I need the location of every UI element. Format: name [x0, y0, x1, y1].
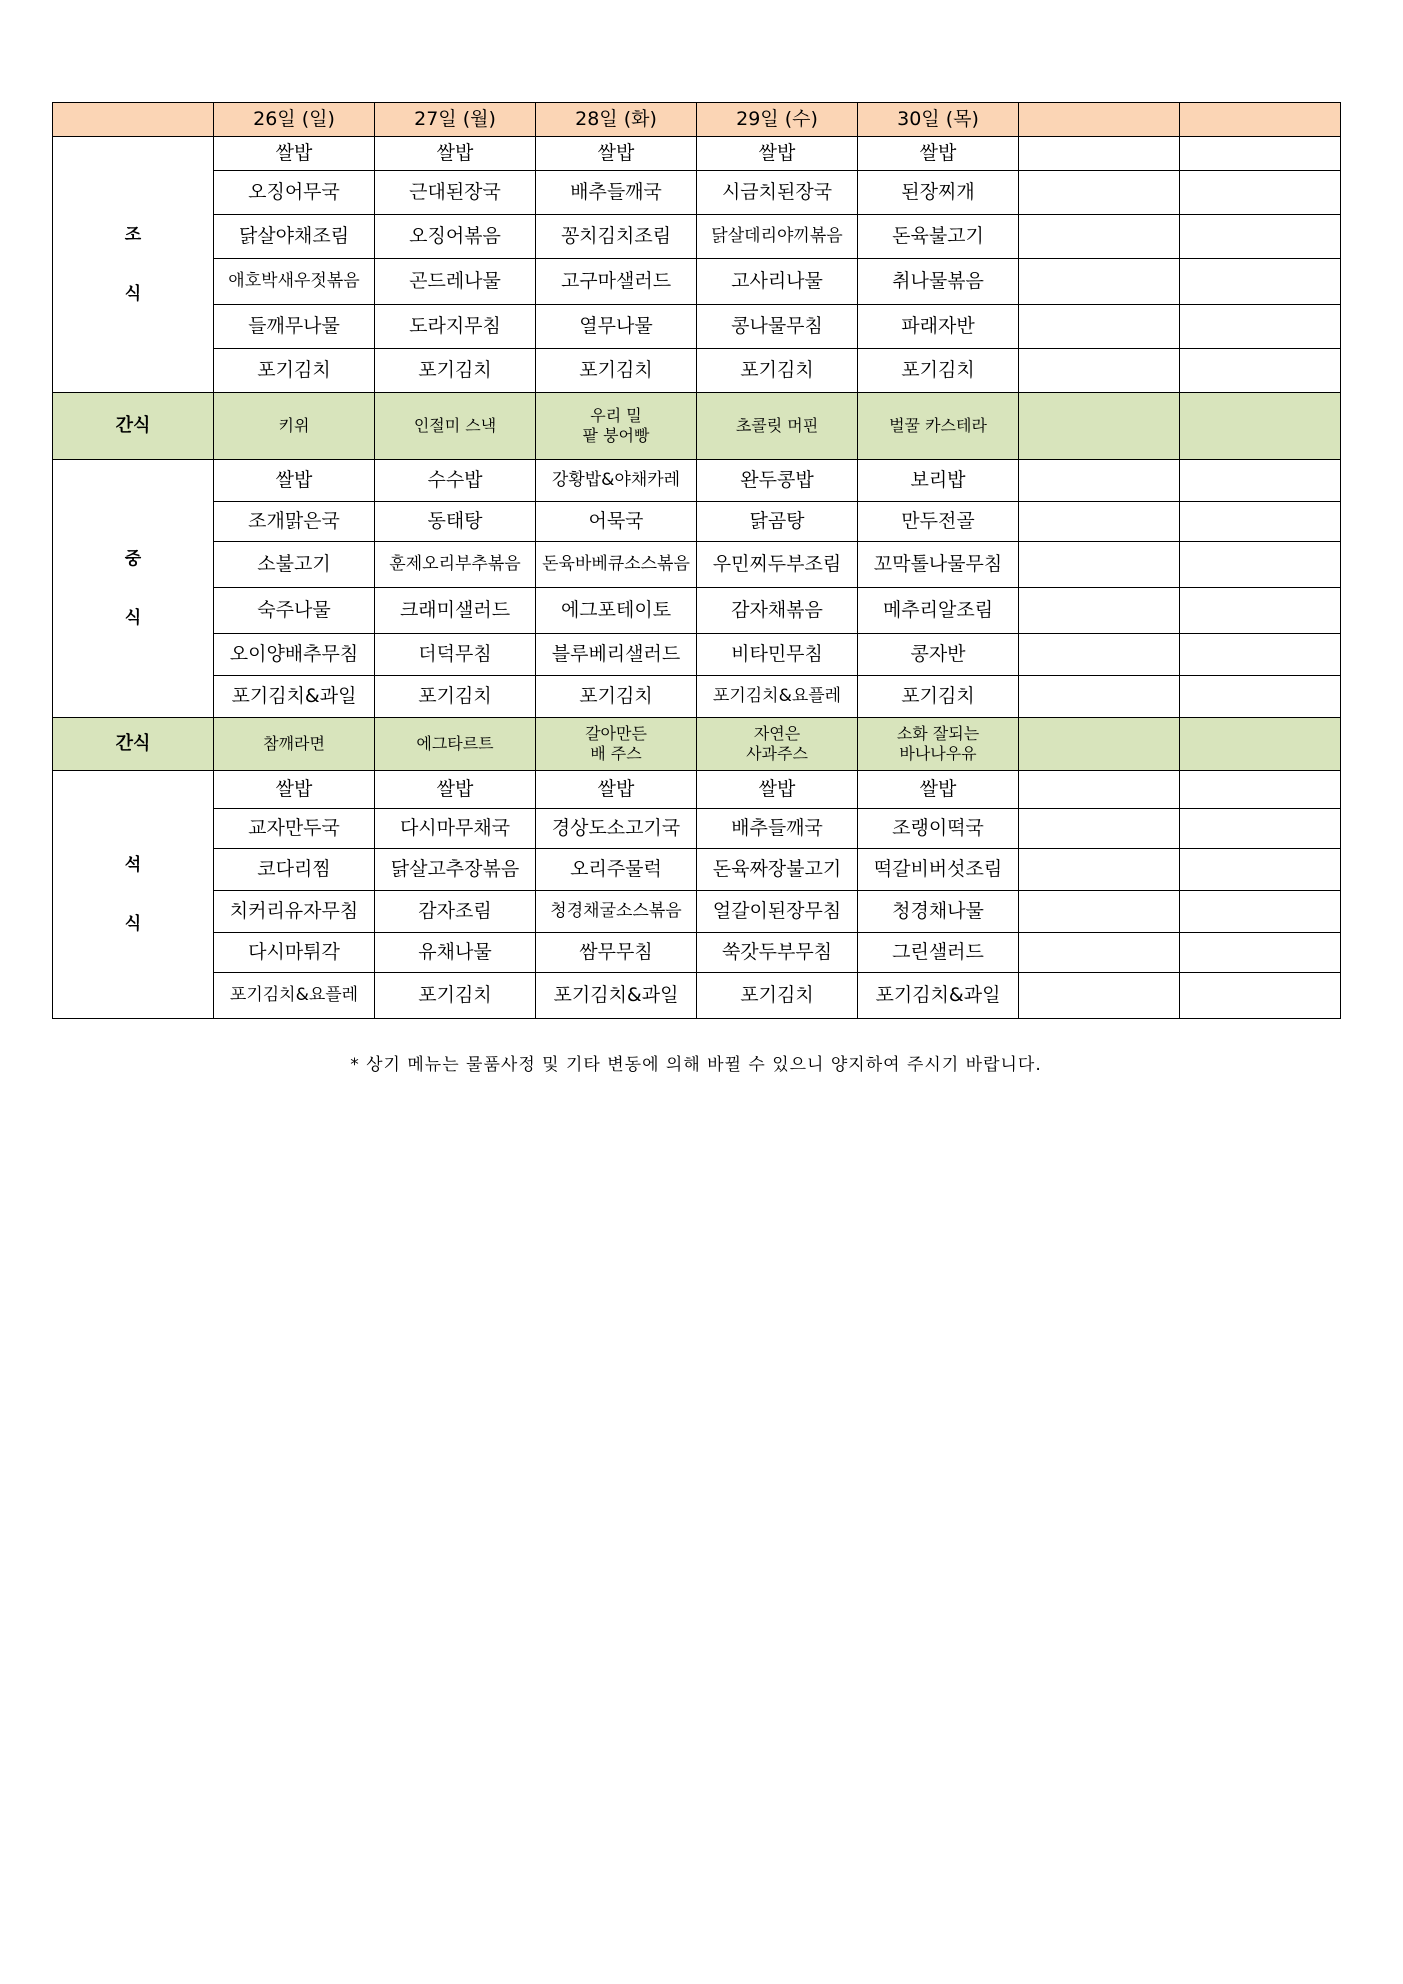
menu-cell: 포기김치 — [375, 349, 536, 393]
menu-cell: 소불고기 — [214, 542, 375, 588]
section-label-text: 중 — [124, 548, 142, 569]
menu-cell — [1180, 393, 1341, 460]
menu-cell: 포기김치 — [858, 349, 1019, 393]
menu-row — [53, 542, 1341, 588]
day-header: 28일 (화) — [536, 103, 697, 137]
menu-cell: 청경채나물 — [858, 891, 1019, 933]
section-label-text: 간식 — [115, 415, 151, 436]
menu-cell: 포기김치 — [375, 973, 536, 1019]
menu-row — [53, 973, 1341, 1019]
menu-cell: 닭살야채조림 — [214, 215, 375, 259]
menu-cell: 포기김치&과일 — [536, 973, 697, 1019]
menu-cell: 다시마튀각 — [214, 933, 375, 973]
meal-section-label — [53, 460, 214, 718]
menu-cell: 소화 잘되는 바나나우유 — [858, 718, 1019, 771]
menu-cell: 쌀밥 — [536, 137, 697, 171]
menu-row — [53, 933, 1341, 973]
menu-cell: 쌀밥 — [214, 771, 375, 809]
menu-cell: 다시마무채국 — [375, 809, 536, 849]
menu-cell: 쌀밥 — [858, 771, 1019, 809]
menu-row — [53, 676, 1341, 718]
menu-row — [53, 305, 1341, 349]
menu-cell: 떡갈비버섯조림 — [858, 849, 1019, 891]
menu-cell: 경상도소고기국 — [536, 809, 697, 849]
menu-cell: 벌꿀 카스테라 — [858, 393, 1019, 460]
section-label-text: 간식 — [115, 733, 151, 754]
menu-cell: 도라지무침 — [375, 305, 536, 349]
menu-cell: 갈아만든 배 주스 — [536, 718, 697, 771]
day-header: 26일 (일) — [214, 103, 375, 137]
menu-cell: 쌀밥 — [214, 460, 375, 502]
menu-cell: 닭살고추장볶음 — [375, 849, 536, 891]
menu-row — [53, 349, 1341, 393]
menu-cell — [1019, 809, 1180, 849]
menu-cell — [1019, 215, 1180, 259]
menu-cell: 비타민무침 — [697, 634, 858, 676]
header-corner-cell — [53, 103, 214, 137]
menu-row — [53, 588, 1341, 634]
menu-cell: 꽁치김치조림 — [536, 215, 697, 259]
menu-cell — [1019, 542, 1180, 588]
menu-cell — [1019, 460, 1180, 502]
menu-cell: 에그포테이토 — [536, 588, 697, 634]
menu-cell: 교자만두국 — [214, 809, 375, 849]
menu-cell: 보리밥 — [858, 460, 1019, 502]
section-label-text: 식 — [124, 607, 142, 628]
menu-cell: 완두콩밥 — [697, 460, 858, 502]
menu-cell: 된장찌개 — [858, 171, 1019, 215]
menu-row — [53, 634, 1341, 676]
menu-cell: 쌀밥 — [214, 137, 375, 171]
menu-cell: 크래미샐러드 — [375, 588, 536, 634]
menu-cell: 초콜릿 머핀 — [697, 393, 858, 460]
section-label-text: 식 — [124, 283, 142, 304]
menu-cell — [1019, 502, 1180, 542]
menu-cell — [1180, 542, 1341, 588]
menu-cell — [1180, 305, 1341, 349]
menu-cell: 메추리알조림 — [858, 588, 1019, 634]
menu-cell — [1180, 137, 1341, 171]
menu-cell — [1180, 634, 1341, 676]
menu-cell: 숙주나물 — [214, 588, 375, 634]
menu-row — [53, 502, 1341, 542]
menu-cell: 더덕무침 — [375, 634, 536, 676]
menu-cell — [1019, 305, 1180, 349]
menu-cell — [1019, 634, 1180, 676]
menu-cell — [1019, 588, 1180, 634]
menu-cell: 고구마샐러드 — [536, 259, 697, 305]
menu-cell: 조개맑은국 — [214, 502, 375, 542]
menu-cell: 쌀밥 — [375, 771, 536, 809]
menu-cell: 포기김치 — [858, 676, 1019, 718]
day-header — [1019, 103, 1180, 137]
weekly-menu-table — [52, 102, 1341, 1019]
menu-row — [53, 460, 1341, 502]
menu-cell: 포기김치 — [536, 349, 697, 393]
menu-cell: 만두전골 — [858, 502, 1019, 542]
menu-cell — [1180, 718, 1341, 771]
menu-cell — [1180, 973, 1341, 1019]
menu-cell — [1019, 259, 1180, 305]
menu-cell: 오징어볶음 — [375, 215, 536, 259]
menu-cell: 조랭이떡국 — [858, 809, 1019, 849]
menu-cell — [1019, 171, 1180, 215]
menu-cell: 꼬막톨나물무침 — [858, 542, 1019, 588]
menu-cell: 동태탕 — [375, 502, 536, 542]
menu-cell — [1019, 349, 1180, 393]
section-label-text: 조 — [124, 224, 142, 245]
day-header: 29일 (수) — [697, 103, 858, 137]
menu-cell: 포기김치 — [214, 349, 375, 393]
menu-cell: 강황밥&야채카레 — [536, 460, 697, 502]
menu-cell — [1180, 771, 1341, 809]
menu-cell: 콩나물무침 — [697, 305, 858, 349]
menu-cell: 쌀밥 — [375, 137, 536, 171]
menu-cell: 참깨라면 — [214, 718, 375, 771]
menu-cell: 배추들깨국 — [697, 809, 858, 849]
menu-cell — [1019, 933, 1180, 973]
menu-row — [53, 891, 1341, 933]
menu-cell — [1019, 393, 1180, 460]
menu-row — [53, 809, 1341, 849]
menu-cell — [1180, 259, 1341, 305]
menu-cell: 콩자반 — [858, 634, 1019, 676]
menu-cell: 어묵국 — [536, 502, 697, 542]
menu-cell: 쌀밥 — [697, 137, 858, 171]
menu-cell: 감자조림 — [375, 891, 536, 933]
menu-cell: 쌈무무침 — [536, 933, 697, 973]
menu-cell: 인절미 스낵 — [375, 393, 536, 460]
menu-cell — [1019, 137, 1180, 171]
menu-change-notice: * 상기 메뉴는 물품사정 및 기타 변동에 의해 바뀔 수 있으니 양지하여 주시기 바랍니다. — [350, 1055, 1042, 1075]
menu-cell: 돈육짜장불고기 — [697, 849, 858, 891]
menu-cell: 블루베리샐러드 — [536, 634, 697, 676]
meal-section-label — [53, 718, 214, 771]
menu-cell: 코다리찜 — [214, 849, 375, 891]
menu-row — [53, 849, 1341, 891]
menu-cell: 쌀밥 — [858, 137, 1019, 171]
menu-cell — [1180, 809, 1341, 849]
menu-cell: 키위 — [214, 393, 375, 460]
menu-cell: 감자채볶음 — [697, 588, 858, 634]
menu-cell: 배추들깨국 — [536, 171, 697, 215]
menu-cell — [1180, 891, 1341, 933]
menu-cell: 자연은 사과주스 — [697, 718, 858, 771]
day-header: 27일 (월) — [375, 103, 536, 137]
menu-cell — [1180, 933, 1341, 973]
menu-cell: 열무나물 — [536, 305, 697, 349]
menu-cell: 우리 밀 팥 붕어빵 — [536, 393, 697, 460]
menu-cell: 파래자반 — [858, 305, 1019, 349]
menu-cell — [1019, 891, 1180, 933]
menu-cell: 들깨무나물 — [214, 305, 375, 349]
menu-cell: 수수밥 — [375, 460, 536, 502]
menu-cell: 우민찌두부조림 — [697, 542, 858, 588]
menu-cell: 치커리유자무침 — [214, 891, 375, 933]
menu-row — [53, 215, 1341, 259]
menu-cell — [1019, 718, 1180, 771]
menu-cell: 돈육바베큐소스볶음 — [536, 542, 697, 588]
meal-section-label — [53, 137, 214, 393]
menu-cell: 포기김치 — [697, 349, 858, 393]
menu-cell — [1019, 973, 1180, 1019]
menu-cell — [1019, 676, 1180, 718]
menu-cell — [1180, 849, 1341, 891]
section-label-text: 석 — [124, 854, 142, 875]
menu-cell — [1180, 171, 1341, 215]
menu-cell: 포기김치&과일 — [858, 973, 1019, 1019]
menu-cell: 쑥갓두부무침 — [697, 933, 858, 973]
menu-cell: 포기김치&요플레 — [214, 973, 375, 1019]
section-label-text: 식 — [124, 913, 142, 934]
menu-row — [53, 137, 1341, 171]
menu-cell: 곤드레나물 — [375, 259, 536, 305]
menu-cell — [1180, 502, 1341, 542]
menu-cell: 쌀밥 — [536, 771, 697, 809]
menu-cell — [1180, 349, 1341, 393]
menu-cell — [1019, 771, 1180, 809]
meal-section-label — [53, 393, 214, 460]
menu-cell: 포기김치&요플레 — [697, 676, 858, 718]
menu-cell: 포기김치 — [375, 676, 536, 718]
menu-cell: 그린샐러드 — [858, 933, 1019, 973]
menu-cell: 쌀밥 — [697, 771, 858, 809]
menu-cell: 얼갈이된장무침 — [697, 891, 858, 933]
menu-cell: 오리주물럭 — [536, 849, 697, 891]
snack-row — [53, 718, 1341, 771]
menu-cell: 애호박새우젓볶음 — [214, 259, 375, 305]
menu-cell: 포기김치 — [697, 973, 858, 1019]
menu-cell: 시금치된장국 — [697, 171, 858, 215]
header-row — [53, 103, 1341, 137]
menu-row — [53, 171, 1341, 215]
menu-cell: 포기김치 — [536, 676, 697, 718]
menu-cell: 훈제오리부추볶음 — [375, 542, 536, 588]
menu-row — [53, 771, 1341, 809]
menu-cell: 고사리나물 — [697, 259, 858, 305]
day-header: 30일 (목) — [858, 103, 1019, 137]
menu-cell — [1180, 215, 1341, 259]
menu-cell: 근대된장국 — [375, 171, 536, 215]
menu-cell: 청경채굴소스볶음 — [536, 891, 697, 933]
menu-cell: 에그타르트 — [375, 718, 536, 771]
menu-row — [53, 259, 1341, 305]
menu-cell: 닭살데리야끼볶음 — [697, 215, 858, 259]
menu-cell: 포기김치&과일 — [214, 676, 375, 718]
day-header — [1180, 103, 1341, 137]
menu-cell: 오이양배추무침 — [214, 634, 375, 676]
menu-cell — [1180, 676, 1341, 718]
menu-cell: 유채나물 — [375, 933, 536, 973]
meal-section-label — [53, 771, 214, 1019]
menu-cell — [1180, 588, 1341, 634]
menu-cell: 오징어무국 — [214, 171, 375, 215]
menu-cell: 돈육불고기 — [858, 215, 1019, 259]
menu-cell — [1019, 849, 1180, 891]
snack-row — [53, 393, 1341, 460]
menu-cell — [1180, 460, 1341, 502]
menu-cell: 닭곰탕 — [697, 502, 858, 542]
menu-cell: 취나물볶음 — [858, 259, 1019, 305]
